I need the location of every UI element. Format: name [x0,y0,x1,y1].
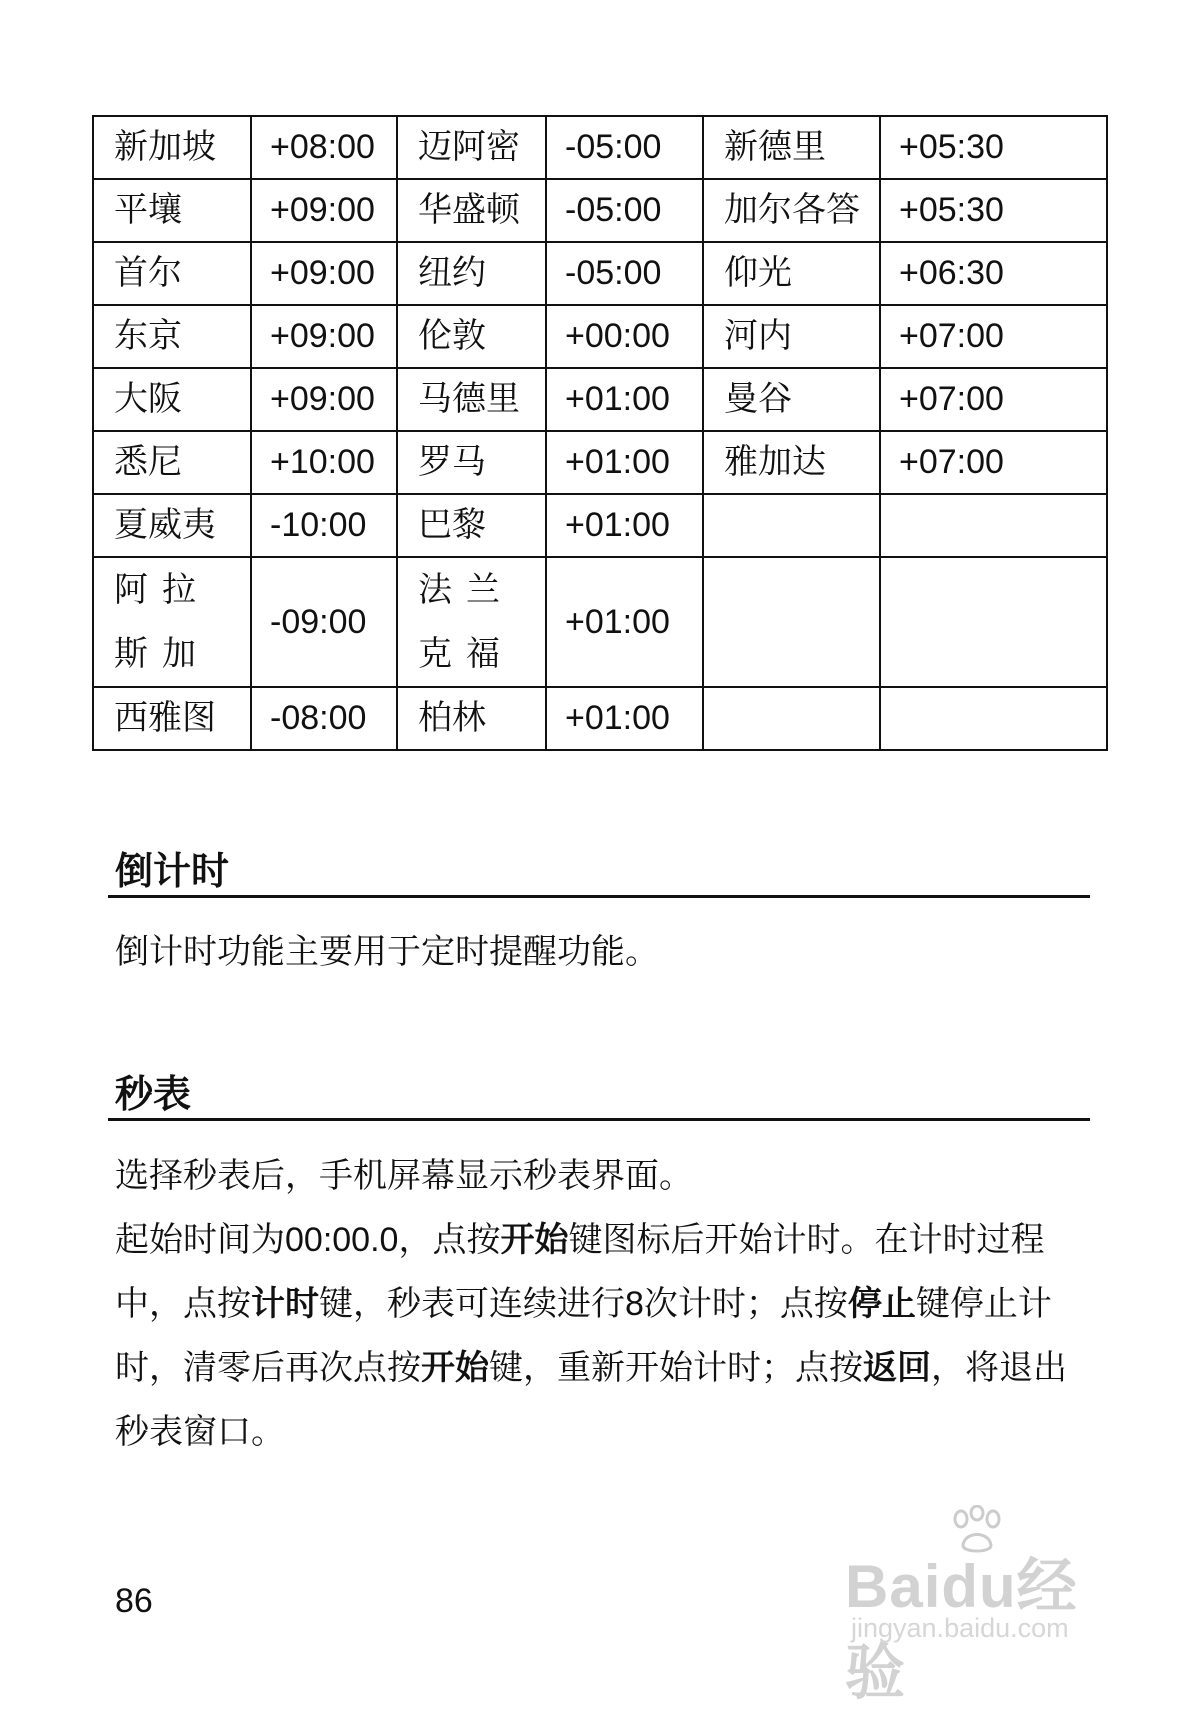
text-run: ，将退出秒表窗口。 [115,1348,1067,1452]
offset-cell: +01:00 [546,431,703,494]
offset-cell: +05:30 [880,116,1107,179]
city-cell: 马德里 [397,368,546,431]
watermark-url: jingyan.baidu.com [851,1613,1069,1643]
city-cell: 大阪 [93,368,251,431]
table-row [93,116,1107,179]
city-cell: 法兰克福 [397,557,546,687]
countdown-divider [108,895,1090,898]
start-key-label: 开始 [500,1220,569,1260]
offset-cell: -05:00 [546,242,703,305]
back-key-label: 返回 [863,1348,931,1388]
city-cell: 罗马 [397,431,546,494]
city-cell: 新加坡 [93,116,251,179]
city-cell: 纽约 [397,242,546,305]
offset-cell: -05:00 [546,179,703,242]
stopwatch-instructions [115,1208,1087,1464]
city-cell: 加尔各答 [703,179,880,242]
lap-key-label: 计时 [251,1284,319,1324]
offset-cell: -05:00 [546,116,703,179]
start-key-label: 开始 [421,1348,489,1388]
city-cell: 华盛顿 [397,179,546,242]
offset-cell: +01:00 [546,687,703,750]
lap-count: 8 [625,1285,644,1323]
stopwatch-intro: 选择秒表后，手机屏幕显示秒表界面。 [115,1156,693,1196]
stopwatch-divider [108,1118,1090,1121]
city-cell: 伦敦 [397,305,546,368]
offset-cell: +09:00 [251,368,397,431]
city-cell: 迈阿密 [397,116,546,179]
offset-cell: +10:00 [251,431,397,494]
baidu-logo: Baidu经验 [845,1553,1078,1706]
table-row [93,494,1107,557]
text-run: 键，重新开始计时；点按 [489,1348,863,1388]
offset-cell: +07:00 [880,431,1107,494]
stopwatch-heading: 秒表 [115,1072,192,1116]
empty-cell [703,494,880,557]
page-number: 86 [115,1582,153,1620]
table-row [93,687,1107,750]
offset-cell: +01:00 [546,368,703,431]
city-cell: 巴黎 [397,494,546,557]
text-run: 键，秒表可连续进行 [319,1284,625,1324]
city-cell: 雅加达 [703,431,880,494]
offset-cell: +09:00 [251,305,397,368]
empty-cell [703,687,880,750]
table-row [93,179,1107,242]
offset-cell: -09:00 [251,557,397,687]
table-row [93,242,1107,305]
city-cell: 仰光 [703,242,880,305]
table-row [93,368,1107,431]
offset-cell: +06:30 [880,242,1107,305]
city-cell: 西雅图 [93,687,251,750]
city-cell: 新德里 [703,116,880,179]
city-cell: 阿拉斯加 [93,557,251,687]
city-cell: 河内 [703,305,880,368]
city-cell: 首尔 [93,242,251,305]
offset-cell: -10:00 [251,494,397,557]
offset-cell: +07:00 [880,368,1107,431]
timezone-table [92,115,1108,751]
stop-key-label: 停止 [847,1284,916,1324]
countdown-description: 倒计时功能主要用于定时提醒功能。 [115,932,659,972]
city-cell: 曼谷 [703,368,880,431]
table-row [93,305,1107,368]
offset-cell: +01:00 [546,494,703,557]
offset-cell: +09:00 [251,242,397,305]
countdown-heading: 倒计时 [115,849,230,893]
offset-cell: -08:00 [251,687,397,750]
city-cell: 悉尼 [93,431,251,494]
text-run: 键停止计时，清零后再次点按 [115,1284,1052,1388]
offset-cell: +00:00 [546,305,703,368]
offset-cell: +08:00 [251,116,397,179]
offset-cell: +09:00 [251,179,397,242]
city-cell: 柏林 [397,687,546,750]
empty-cell [880,687,1107,750]
text-run: 起始时间为 [115,1220,285,1260]
baidu-watermark [845,1505,1125,1706]
table-row [93,557,1107,687]
offset-cell: +07:00 [880,305,1107,368]
text-run: ，点按 [398,1220,501,1260]
empty-cell [880,494,1107,557]
city-cell: 平壤 [93,179,251,242]
city-cell: 东京 [93,305,251,368]
table-row [93,431,1107,494]
start-time-value: 00:00.0 [285,1221,399,1259]
text-run: 次计时；点按 [643,1284,848,1324]
offset-cell: +05:30 [880,179,1107,242]
empty-cell [880,557,1107,687]
empty-cell [703,557,880,687]
text-run: 键图标后开始计时。在计时过程中，点按 [115,1220,1045,1324]
city-cell: 夏威夷 [93,494,251,557]
offset-cell: +01:00 [546,557,703,687]
